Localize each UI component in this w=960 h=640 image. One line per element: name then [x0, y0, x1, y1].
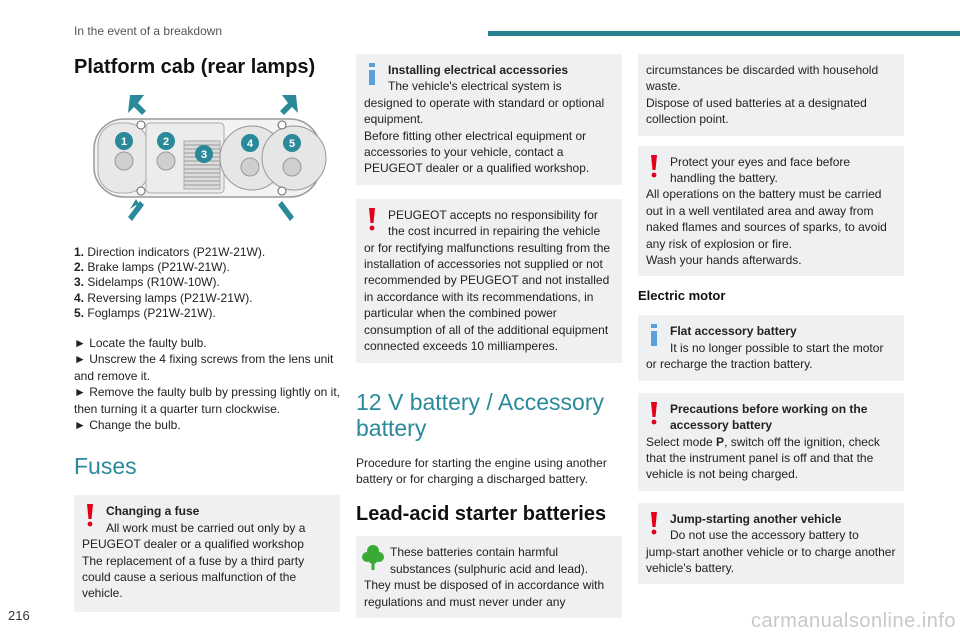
- watermark: carmanualsonline.info: [750, 610, 956, 632]
- battery-intro: Procedure for starting the engine using another battery or for charging a discharged battery.: [356, 455, 607, 486]
- step: ► Locate the faulty bulb.: [74, 336, 207, 351]
- info-icon: [363, 61, 381, 87]
- label-3: 3: [200, 149, 208, 161]
- rear-lamp-diagram: [74, 91, 340, 221]
- label-5: 5: [288, 138, 296, 150]
- column-1: [74, 50, 340, 612]
- warning-box-fuse: Changing a fuse All work must be carried out only by a PEUGEOT dealer or a qualified workshop The replacement of a fuse by a third party could cause a serious malfunction of the vehicle.: [74, 495, 340, 611]
- step: ► Change the bulb.: [74, 418, 181, 433]
- section-title-platform-cab: Platform cab (rear lamps): [74, 56, 316, 78]
- info-box-electrical: Installing electrical accessories The vehicle's electrical system is designed to operate with standard or optional equipment. Before fitting other electrical equipment or accessories to your vehicle, contact a PEUGEOT dealer or a qualified workshop.: [356, 54, 622, 185]
- warning-exclamation-icon: [645, 510, 663, 536]
- procedure-steps: [74, 335, 340, 433]
- column-2: [356, 50, 622, 618]
- label-4: 4: [246, 138, 254, 150]
- eco-box-lead-acid: These batteries contain harmful substances (sulphuric acid and lead). They must be disposed of in accordance with regulations and must never under any: [356, 536, 622, 618]
- warning-exclamation-icon: [645, 400, 663, 426]
- section-title-electric-motor: Electric motor: [638, 288, 726, 304]
- recycle-tree-icon: [362, 542, 384, 572]
- column-3: [638, 50, 904, 584]
- warning-exclamation-icon: [645, 153, 663, 179]
- warning-box-protect: Protect your eyes and face before handling the battery. All operations on the battery must be carried out in a well ventilated area and away from naked flames and sources of sparks, to avoid any risk of explosion or fire. Wash your hands afterwards.: [638, 146, 904, 277]
- list-item: 5. Foglamps (P21W-21W).: [74, 305, 216, 320]
- eco-box-continued: circumstances be discarded with household waste. Dispose of used batteries at a designated collection point.: [638, 54, 904, 136]
- warning-box-precautions: Precautions before working on the accessory battery Select mode P, switch off the ignition, check that the instrument panel is off and that the vehicle is not being charged.: [638, 393, 904, 491]
- list-item: 3. Sidelamps (R10W-10W).: [74, 275, 220, 290]
- list-item: 1. Direction indicators (P21W-21W).: [74, 245, 266, 259]
- section-title-lead-acid: Lead-acid starter batteries: [356, 503, 607, 526]
- info-box-flat-battery: Flat accessory battery It is no longer possible to start the motor or recharge the traction battery.: [638, 315, 904, 380]
- header-accent-bar: [488, 31, 960, 36]
- label-1: 1: [120, 136, 128, 148]
- list-item: 2. Brake lamps (P21W-21W).: [74, 260, 230, 275]
- step: ► Remove the faulty bulb by pressing lightly on it, then turning it a quarter turn clockwise.: [74, 385, 341, 416]
- bulb-list: [74, 245, 340, 321]
- section-title-fuses: Fuses: [74, 453, 137, 480]
- info-icon: [645, 322, 663, 348]
- warning-exclamation-icon: [81, 502, 99, 528]
- section-title-battery: 12 V battery / Accessory battery: [356, 388, 605, 441]
- warning-exclamation-icon: [363, 206, 381, 232]
- step: ► Unscrew the 4 fixing screws from the lens unit and remove it.: [74, 352, 334, 383]
- page-number: 216: [8, 608, 30, 623]
- label-2: 2: [162, 136, 170, 148]
- list-item: 4. Reversing lamps (P21W-21W).: [74, 290, 253, 305]
- running-header: In the event of a breakdown: [74, 24, 223, 38]
- warning-box-responsibility: PEUGEOT accepts no responsibility for the cost incurred in repairing the vehicle or for rectifying malfunctions resulting from the installation of accessories not supplied or not recommended by PEUGEOT and not installed in accordance with its recommendations, in particular when the combined power consumption of all of the additional equipment connected exceeds 10 milliamperes.: [356, 199, 622, 363]
- rear-lamp-illustration: [74, 91, 340, 221]
- warning-box-jump-start: Jump-starting another vehicle Do not use the accessory battery to jump-start another vehicle or to charge another vehicle's battery.: [638, 503, 904, 585]
